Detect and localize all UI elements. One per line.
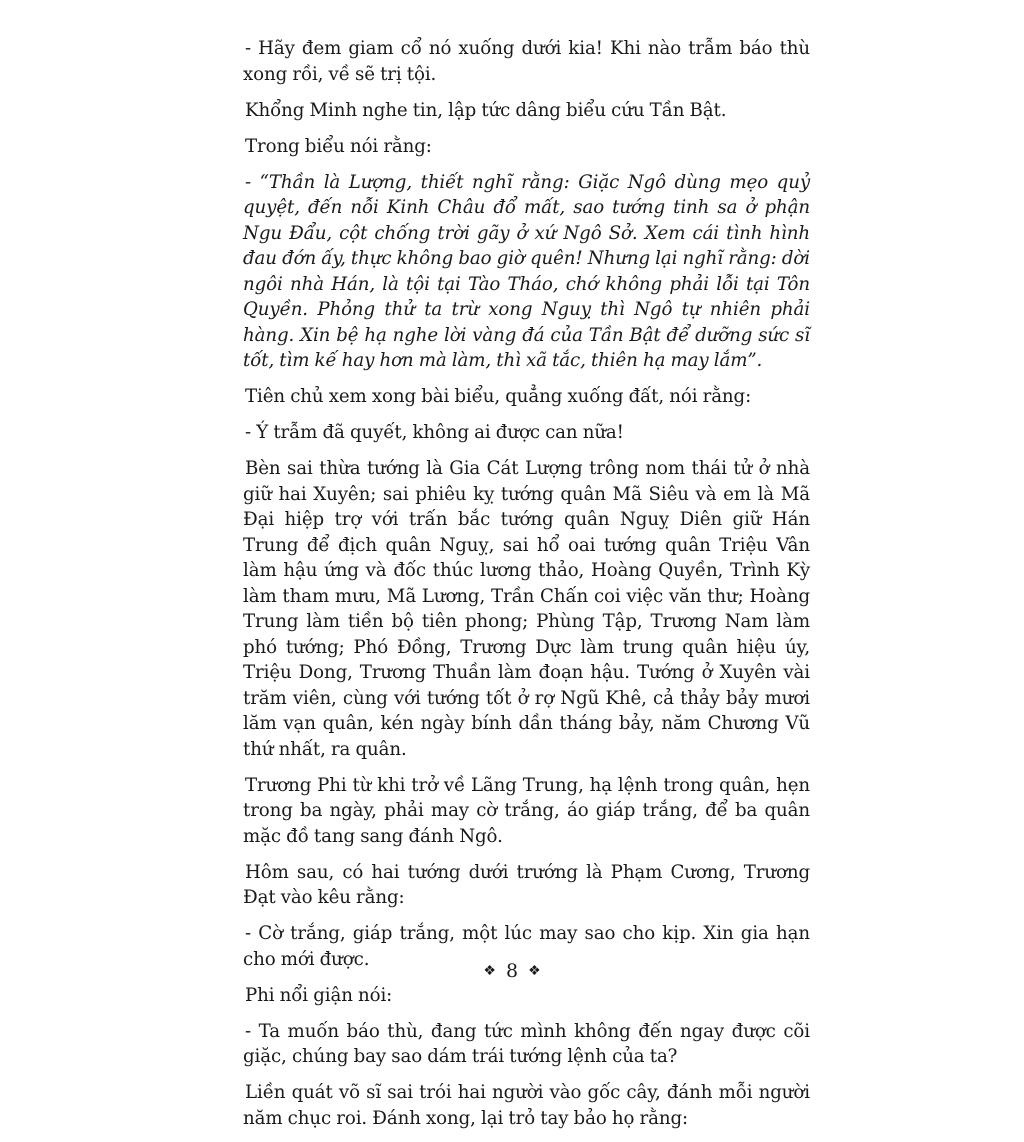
page-footer: [0, 958, 1024, 983]
ornament-right-icon: ❖: [528, 963, 541, 979]
paragraph-11: Phi nổi giận nói:: [245, 984, 393, 1006]
ornament-left-icon: ❖: [483, 963, 496, 979]
paragraph-12: - Ta muốn báo thù, đang tức mình không đến ngay được cõi giặc, chúng bay sao dám trái tướng lệnh của ta?: [243, 1020, 810, 1067]
paragraph-3: Trong biểu nói rằng:: [245, 135, 432, 157]
paragraph-2: Khổng Minh nghe tin, lập tức dâng biểu cứu Tần Bật.: [245, 99, 727, 121]
paragraph-6: - Ý trẫm đã quyết, không ai được can nữa!: [245, 422, 624, 443]
paragraph-13: Liền quát võ sĩ sai trói hai người vào gốc cây, đánh mỗi người năm chục roi. Đánh xong, lại trỏ tay bảo họ rằng:: [243, 1082, 810, 1129]
paragraph-4-quote: - “Thần là Lượng, thiết nghĩ rằng: Giặc Ngô dùng mẹo quỷ quyệt, đến nỗi Kinh Châu đổ mất, sao tướng tinh sa ở phận Ngu Đẩu, cột chống trời gãy ở xứ Ngô Sở. Xem cái tình hình đau đớn ấy, thực không bao giờ quên! Nhưng lại nghĩ rằng: dời ngôi nhà Hán, là tội tại Tào Tháo, chớ không phải lỗi tại Tôn Quyền. Phỏng thử ta trừ xong Nguỵ thì Ngô tự nhiên phải hàng. Xin bệ hạ nghe lời vàng đá của Tần Bật để dưỡng sức sĩ tốt, tìm kế hay hơn mà làm, thì xã tắc, thiên hạ may lắm”.: [243, 171, 811, 371]
paragraph-10: - Cờ trắng, giáp trắng, một lúc may sao cho kịp. Xin gia hạn cho mới được.: [243, 923, 810, 970]
paragraph-8: Trương Phi từ khi trở về Lãng Trung, hạ lệnh trong quân, hẹn trong ba ngày, phải may cờ trắng, áo giáp trắng, để ba quân mặc đồ tang sang đánh Ngô.: [243, 774, 810, 847]
paragraph-7: Bèn sai thừa tướng là Gia Cát Lượng trông nom thái tử ở nhà giữ hai Xuyên; sai phiêu kỵ tướng quân Mã Siêu và em là Mã Đại hiệp trợ với trấn bắc tướng quân Nguỵ Diên giữ Hán Trung để địch quân Nguỵ, sai hổ oai tướng quân Triệu Vân làm hậu ứng và đốc thúc lương thảo, Hoàng Quyền, Trình Kỳ làm tham mưu, Mã Lương, Trần Chấn coi việc văn thư; Hoàng Trung làm tiền bộ tiên phong; Phùng Tập, Trương Nam làm phó tướng; Phó Đồng, Trương Dực làm trung quân hiệu úy, Triệu Dong, Trương Thuần làm đoạn hậu. Tướng ở Xuyên vài trăm viên, cùng với tướng tốt ở rợ Ngũ Khê, cả thảy bảy mươi lăm vạn quân, kén ngày bính dần tháng bảy, năm Chương Vũ thứ nhất, ra quân.: [243, 458, 810, 760]
page-number: 8: [505, 960, 519, 982]
paragraph-9: Hôm sau, có hai tướng dưới trướng là Phạm Cương, Trương Đạt vào kêu rằng:: [243, 861, 810, 908]
paragraph-5: Tiên chủ xem xong bài biểu, quẳng xuống đất, nói rằng:: [245, 386, 752, 407]
paragraph-1: - Hãy đem giam cổ nó xuống dưới kia! Khi nào trẫm báo thù xong rồi, về sẽ trị tội.: [243, 38, 810, 85]
